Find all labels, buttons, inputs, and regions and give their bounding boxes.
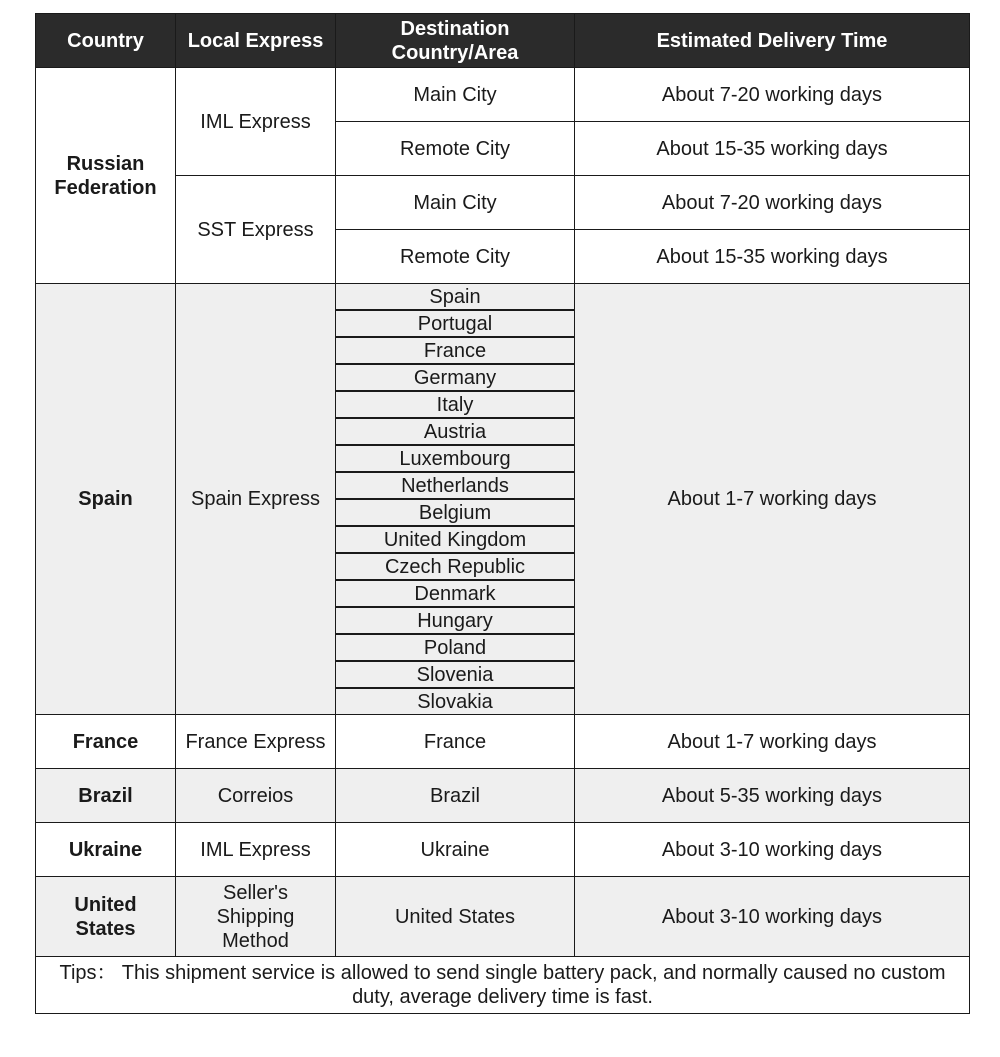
table-row (36, 176, 970, 230)
destination-name: France (336, 337, 574, 364)
destination-cell: Main City (336, 68, 575, 122)
destination-cell: United States (336, 877, 575, 957)
time-cell: About 1-7 working days (575, 284, 970, 715)
destination-list-item (336, 688, 574, 714)
destination-cell: Brazil (336, 769, 575, 823)
destination-cell: France (336, 715, 575, 769)
destination-list-item (336, 364, 574, 391)
time-cell: About 7-20 working days (575, 176, 970, 230)
destination-name: Hungary (336, 607, 574, 634)
destination-name: United Kingdom (336, 526, 574, 553)
destination-cell: Ukraine (336, 823, 575, 877)
destination-name: Poland (336, 634, 574, 661)
express-cell: SST Express (176, 176, 336, 284)
destination-list-item (336, 337, 574, 364)
express-cell: IML Express (176, 68, 336, 176)
express-cell: Spain Express (176, 284, 336, 715)
destination-list-item (336, 553, 574, 580)
destination-list-item (336, 580, 574, 607)
destination-name: Germany (336, 364, 574, 391)
shipping-table (35, 13, 970, 1014)
destination-name: Slovenia (336, 661, 574, 688)
destination-list-item (336, 472, 574, 499)
destination-list-item (336, 661, 574, 688)
destination-name: Netherlands (336, 472, 574, 499)
destination-list-item (336, 607, 574, 634)
country-cell: Spain (36, 284, 176, 715)
destination-name: Italy (336, 391, 574, 418)
destination-list-item (336, 499, 574, 526)
time-cell: About 15-35 working days (575, 122, 970, 176)
country-cell: United States (36, 877, 176, 957)
destination-list-item (336, 391, 574, 418)
destination-name: Belgium (336, 499, 574, 526)
destination-list-cell (336, 284, 575, 715)
destination-cell: Remote City (336, 122, 575, 176)
destination-list-item (336, 418, 574, 445)
destination-name: Austria (336, 418, 574, 445)
destination-name: Czech Republic (336, 553, 574, 580)
table-row (36, 823, 970, 877)
express-cell: Seller's Shipping Method (176, 877, 336, 957)
country-cell: Ukraine (36, 823, 176, 877)
destination-list-item (336, 284, 574, 310)
destination-list-item (336, 526, 574, 553)
tips-text: Tips： This shipment service is allowed to send single battery pack, and normally caused no custom duty, average delivery time is fast. (36, 957, 970, 1014)
table-row (36, 877, 970, 957)
tips-row (36, 957, 970, 1014)
express-cell: IML Express (176, 823, 336, 877)
destination-cell: Remote City (336, 230, 575, 284)
destination-name: Portugal (336, 310, 574, 337)
country-cell: France (36, 715, 176, 769)
time-cell: About 5-35 working days (575, 769, 970, 823)
destination-list-item (336, 445, 574, 472)
express-cell: Correios (176, 769, 336, 823)
country-cell: Russian Federation (36, 68, 176, 284)
destination-cell: Main City (336, 176, 575, 230)
table-row (36, 284, 970, 715)
header-local-express: Local Express (176, 14, 336, 68)
header-delivery-time: Estimated Delivery Time (575, 14, 970, 68)
express-cell: France Express (176, 715, 336, 769)
table-row (36, 715, 970, 769)
country-cell: Brazil (36, 769, 176, 823)
header-destination: Destination Country/Area (336, 14, 575, 68)
time-cell: About 3-10 working days (575, 877, 970, 957)
destination-name: Luxembourg (336, 445, 574, 472)
destination-name: Denmark (336, 580, 574, 607)
time-cell: About 7-20 working days (575, 68, 970, 122)
destination-list (336, 284, 574, 714)
destination-name: Spain (336, 284, 574, 310)
destination-list-item (336, 310, 574, 337)
time-cell: About 15-35 working days (575, 230, 970, 284)
destination-name: Slovakia (336, 688, 574, 714)
table-row (36, 68, 970, 122)
time-cell: About 1-7 working days (575, 715, 970, 769)
destination-list-item (336, 634, 574, 661)
header-country: Country (36, 14, 176, 68)
table-row (36, 769, 970, 823)
time-cell: About 3-10 working days (575, 823, 970, 877)
header-row (36, 14, 970, 68)
